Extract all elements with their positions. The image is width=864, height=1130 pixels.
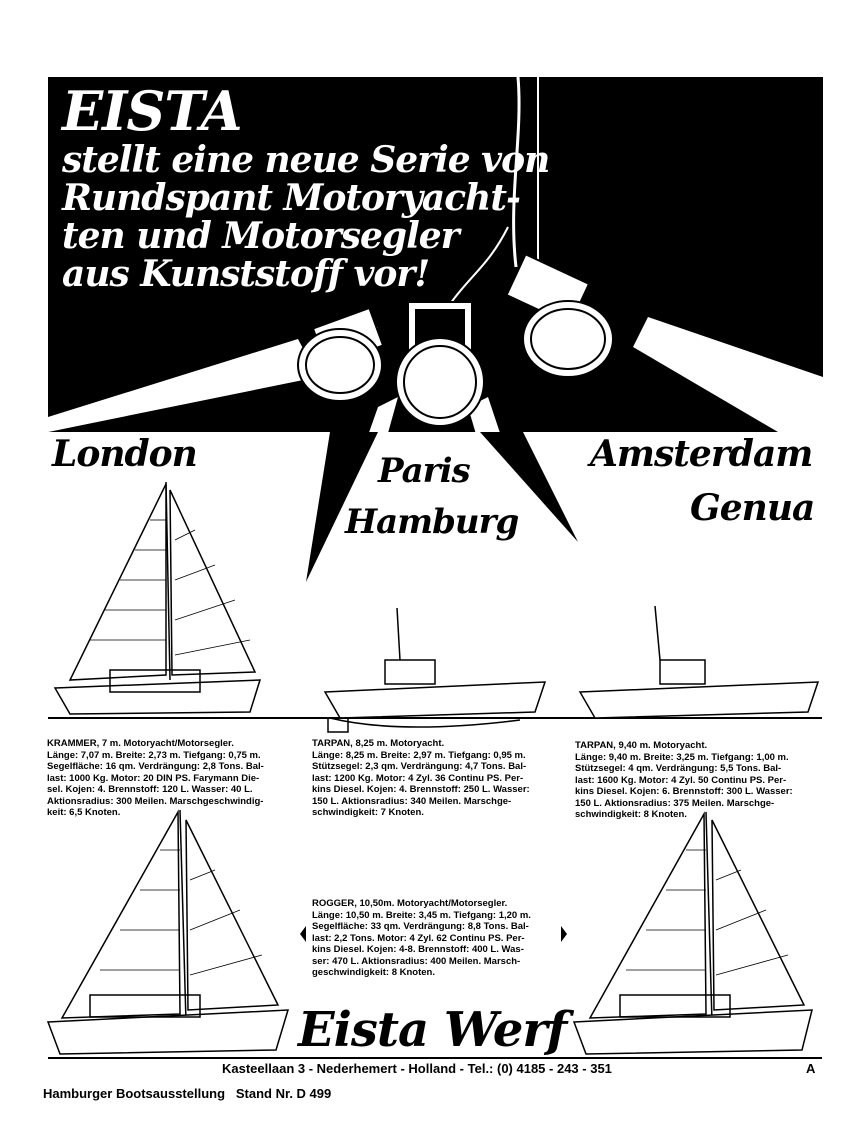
specs-line: 150 L. Aktionsradius: 375 Meilen. Marschge- [575, 797, 775, 809]
specs-line: kins Diesel. Kojen: 6. Brennstoff: 300 L. Wasser: [575, 786, 793, 797]
specs-line: last: 1600 Kg. Motor: 4 Zyl. 50 Continu PS. Per- [575, 774, 787, 786]
specs-title: TARPAN, 8,25 m. Motoryacht. [312, 738, 445, 749]
city-hamburg: Hamburg [345, 502, 519, 542]
specs-line: Länge: 7,07 m. Breite: 2,73 m. Tiefgang: 0,75 m. [47, 749, 261, 761]
specs-line: 150 L. Aktionsradius: 340 Meilen. Marschge- [312, 795, 512, 807]
specs-line: keit: 6,5 Knoten. [47, 807, 121, 818]
headline-line-3: ten und Motorsegler [62, 215, 459, 257]
specs-line: schwindigkeit: 7 Knoten. [312, 807, 424, 818]
specs-line: kins Diesel. Kojen: 4-8. Brennstoff: 400 L. Was- [312, 944, 524, 955]
specs-krammer [47, 738, 297, 819]
city-amsterdam: Amsterdam [590, 433, 813, 475]
specs-line: last: 1200 Kg. Motor: 4 Zyl. 36 Continu PS. Per- [312, 772, 524, 784]
specs-title: ROGGER, 10,50m. Motoryacht/Motorsegler. [312, 898, 508, 909]
city-london: London [52, 433, 197, 475]
city-paris: Paris [378, 451, 470, 491]
footer-mark: A [806, 1061, 816, 1076]
brand-headline: EISTA [62, 79, 242, 143]
specs-line: Segelfläche: 16 qm. Verdrängung: 2,8 Tons. Bal- [47, 761, 264, 772]
specs-line: last: 2,2 Tons. Motor: 4 Zyl. 62 Continu PS. Per- [312, 932, 525, 944]
footer-brand: Eista Werf [298, 1002, 567, 1058]
specs-title: TARPAN, 9,40 m. Motoryacht. [575, 740, 708, 751]
headline-line-2: Rundspant Motoryacht- [62, 177, 520, 219]
specs-line: Aktionsradius: 300 Meilen. Marschgeschwindig- [47, 795, 264, 807]
specs-rogger [312, 898, 562, 979]
specs-title: KRAMMER, 7 m. Motoryacht/Motorsegler. [47, 738, 234, 749]
specs-tarpan-825 [312, 738, 562, 819]
headline-line-4: aus Kunststoff vor! [62, 253, 430, 295]
specs-line: kins Diesel. Kojen: 4. Brennstoff: 250 L. Wasser: [312, 784, 530, 795]
exhibition-line: Hamburger Bootsausstellung Stand Nr. D 499 [43, 1086, 332, 1101]
specs-line: last: 1000 Kg. Motor: 20 DIN PS. Farymann Die- [47, 772, 260, 784]
specs-line: Länge: 8,25 m. Breite: 2,97 m. Tiefgang: 0,95 m. [312, 749, 526, 761]
specs-line: Stützsegel: 2,3 qm. Verdrängung: 4,7 Tons. Bal- [312, 761, 527, 772]
specs-line: Segelfläche: 33 qm. Verdrängung: 8,8 Tons. Bal- [312, 921, 529, 932]
specs-line: ser: 470 L. Aktionsradius: 400 Meilen. Marsch- [312, 955, 521, 967]
specs-line: Länge: 9,40 m. Breite: 3,25 m. Tiefgang: 1,00 m. [575, 751, 789, 763]
specs-line: Länge: 10,50 m. Breite: 3,45 m. Tiefgang: 1,20 m. [312, 909, 531, 921]
city-genua: Genua [690, 487, 815, 529]
headline-line-1: stellt eine neue Serie von [62, 139, 550, 181]
specs-line: Stützsegel: 4 qm. Verdrängung: 5,5 Tons. Bal- [575, 763, 782, 774]
specs-line: sel. Kojen: 4. Brennstoff: 120 L. Wasser: 40 L. [47, 784, 253, 795]
specs-line: geschwindigkeit: 8 Knoten. [312, 967, 435, 978]
specs-line: schwindigkeit: 8 Knoten. [575, 809, 687, 820]
footer-address: Kasteellaan 3 - Nederhemert - Holland - Tel.: (0) 4185 - 243 - 351 [222, 1061, 612, 1076]
specs-tarpan-940 [575, 740, 825, 821]
